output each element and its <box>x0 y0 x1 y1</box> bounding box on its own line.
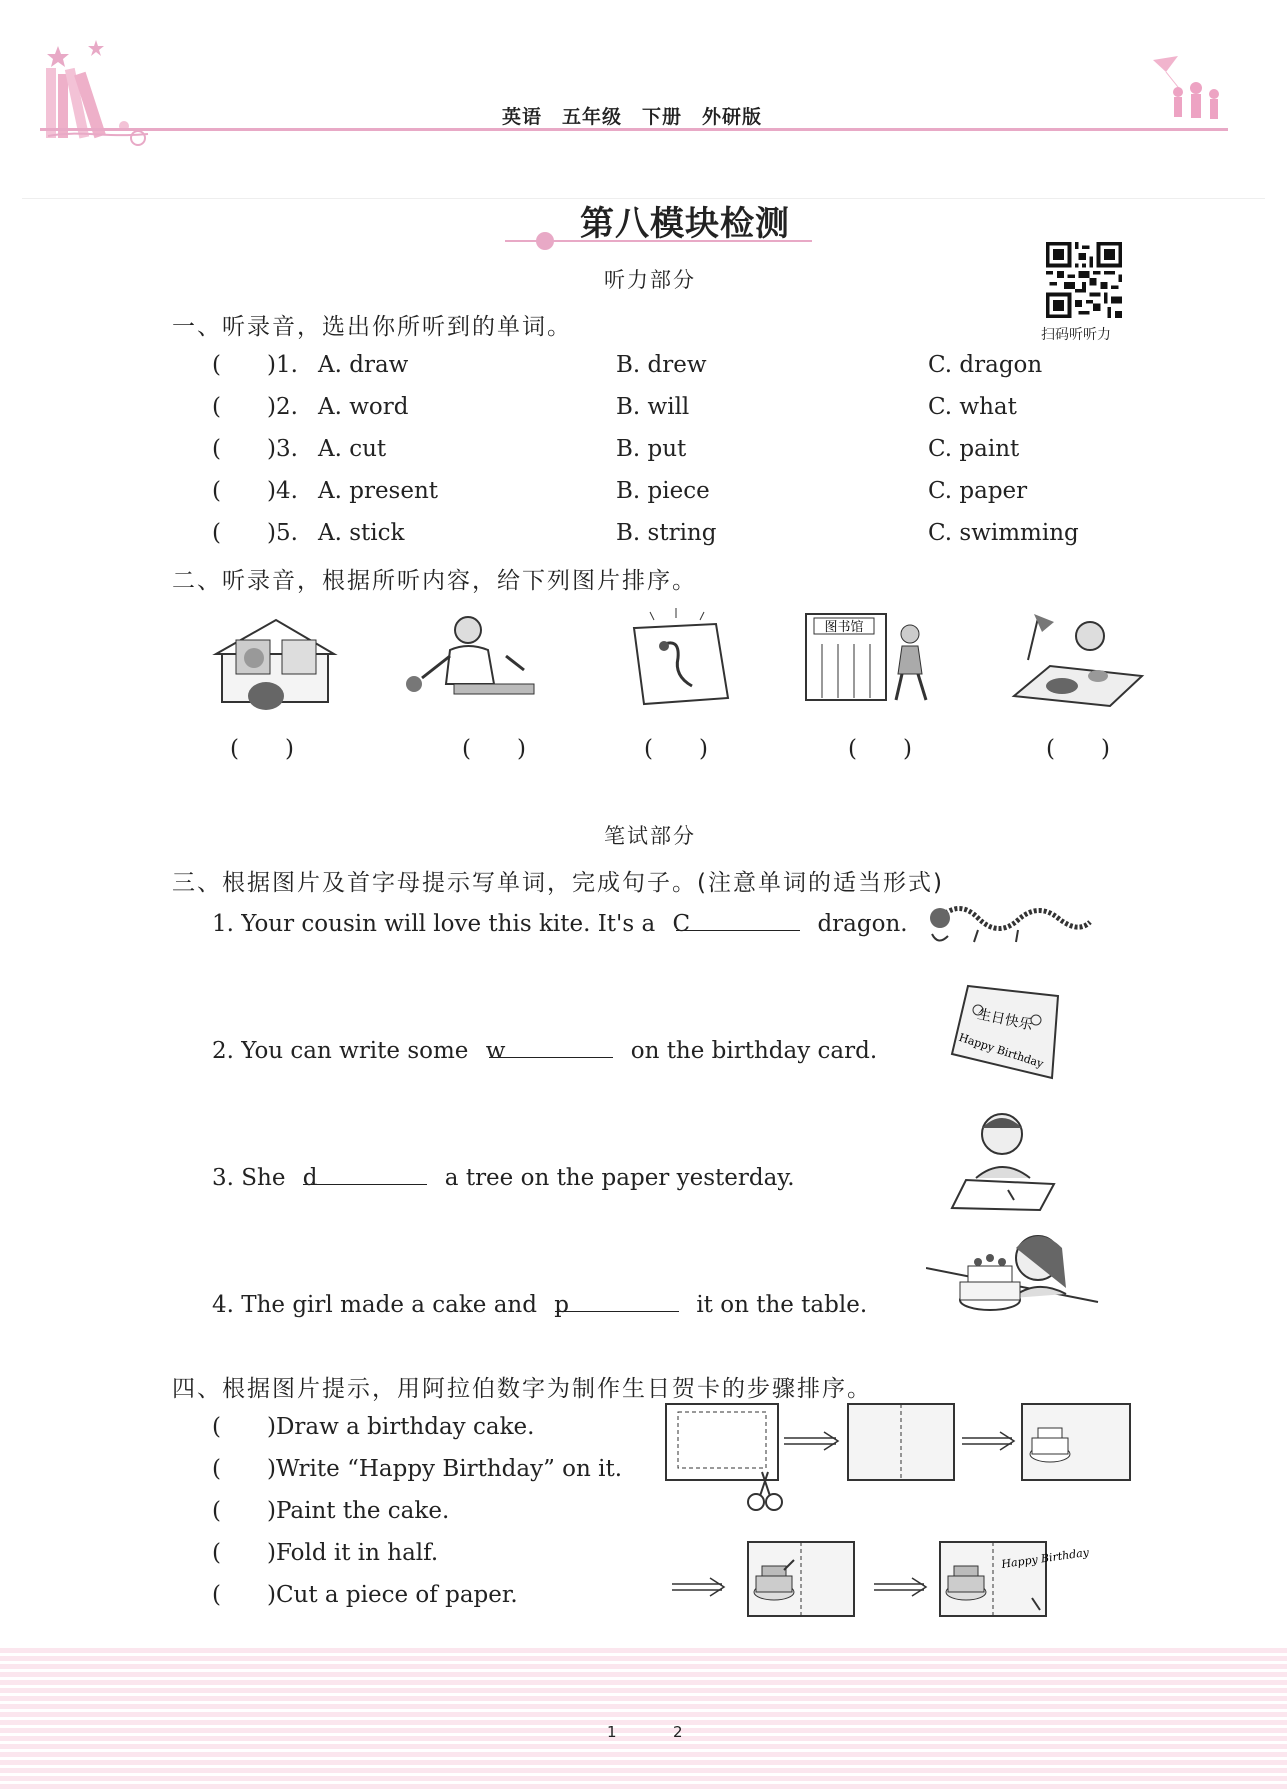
fill-blank[interactable] <box>293 1165 428 1191</box>
answer-bracket[interactable]: ( ) <box>644 736 708 762</box>
sentence-end: a tree on the paper yesterday. <box>444 1165 795 1191</box>
answer-bracket[interactable]: ( ) <box>848 736 912 762</box>
header-decoration-left <box>38 38 168 156</box>
sentence-end: it on the table. <box>696 1292 868 1318</box>
card-english-text: Happy Birthday <box>957 1030 1045 1071</box>
option-c[interactable]: C. dragon <box>928 352 1043 378</box>
first-letter: p <box>554 1292 570 1318</box>
library-picture <box>802 610 950 706</box>
library-sign: 图书馆 <box>824 620 864 635</box>
question-number: ( )2. <box>212 394 298 420</box>
sentence-end: on the birthday card. <box>630 1038 878 1064</box>
header-title: 英语 五年级 下册 外研版 <box>502 106 763 128</box>
page-number-left: 1 <box>607 1723 617 1741</box>
list-item[interactable]: ( )Draw a birthday cake. <box>212 1414 535 1440</box>
option-a[interactable]: A. stick <box>318 520 405 546</box>
sentence-start: 3. She <box>212 1165 286 1191</box>
girl-cake-picture <box>926 1228 1102 1338</box>
list-item <box>212 518 1112 548</box>
option-b[interactable]: B. piece <box>616 478 710 504</box>
list-item <box>212 1158 795 1191</box>
blank-line[interactable] <box>303 1158 427 1185</box>
writing-part-label: 笔试部分 <box>604 824 696 848</box>
qr-code-icon[interactable] <box>1046 242 1122 318</box>
option-a[interactable]: A. present <box>318 478 439 504</box>
option-b[interactable]: B. string <box>616 520 717 546</box>
blank-line[interactable] <box>676 904 800 931</box>
section4-heading: 四、根据图片提示，用阿拉伯数字为制作生日贺卡的步骤排序。 <box>172 1376 872 1402</box>
blank-line[interactable] <box>489 1031 613 1058</box>
sentence-start: 2. You can write some <box>212 1038 469 1064</box>
sentence-start: 1. Your cousin will love this kite. It's a <box>212 911 656 937</box>
list-item <box>212 476 1112 506</box>
first-letter: w <box>485 1038 506 1064</box>
list-item[interactable]: ( )Fold it in half. <box>212 1540 439 1566</box>
blank-line[interactable] <box>555 1285 679 1312</box>
qr-caption: 扫码听听力 <box>1041 327 1111 343</box>
first-letter: C <box>672 911 691 937</box>
scissors-icon <box>748 1494 764 1510</box>
option-c[interactable]: C. paint <box>928 436 1020 462</box>
card-chinese-text: 生日快乐 <box>975 1006 1034 1034</box>
card-making-steps-diagram <box>660 1398 1138 1624</box>
card-greeting-text: Happy Birthday <box>1000 1545 1090 1571</box>
footer-band <box>0 1648 1287 1789</box>
dragon-kite-picture <box>918 890 1096 952</box>
option-c[interactable]: C. what <box>928 394 1017 420</box>
title-dot <box>536 232 554 250</box>
option-c[interactable]: C. swimming <box>928 520 1079 546</box>
option-b[interactable]: B. put <box>616 436 687 462</box>
list-item[interactable]: ( )Cut a piece of paper. <box>212 1582 518 1608</box>
answer-bracket[interactable]: ( ) <box>462 736 526 762</box>
boy-painting-picture <box>1010 610 1146 710</box>
fill-blank[interactable] <box>663 911 801 937</box>
option-b[interactable]: B. drew <box>616 352 707 378</box>
list-item <box>212 392 1112 422</box>
list-item <box>212 434 1112 464</box>
list-item <box>212 1285 868 1318</box>
option-b[interactable]: B. will <box>616 394 690 420</box>
option-a[interactable]: A. draw <box>318 352 409 378</box>
first-letter: d <box>302 1165 318 1191</box>
birthday-card-picture <box>948 980 1074 1084</box>
sentence-start: 4. The girl made a cake and <box>212 1292 537 1318</box>
option-a[interactable]: A. word <box>318 394 409 420</box>
section1-heading: 一、听录音，选出你所听到的单词。 <box>172 314 572 340</box>
section2-heading: 二、听录音，根据所听内容，给下列图片排序。 <box>172 568 697 594</box>
question-number: ( )3. <box>212 436 298 462</box>
list-item <box>212 904 908 937</box>
list-item <box>212 1031 878 1064</box>
section3-heading: 三、根据图片及首字母提示写单词，完成句子。(注意单词的适当形式) <box>172 870 944 896</box>
list-item[interactable]: ( )Paint the cake. <box>212 1498 450 1524</box>
sentence-end: dragon. <box>817 911 908 937</box>
question-number: ( )1. <box>212 352 298 378</box>
page-title: 第八模块检测 <box>580 204 790 244</box>
fill-blank[interactable] <box>476 1038 614 1064</box>
tv-watching-picture <box>206 614 344 710</box>
girl-drawing-picture <box>948 1108 1058 1214</box>
answer-bracket[interactable]: ( ) <box>1046 736 1110 762</box>
page-number-right: 2 <box>673 1723 683 1741</box>
header-decoration-right <box>1148 52 1232 132</box>
question-number: ( )5. <box>212 520 298 546</box>
answer-bracket[interactable]: ( ) <box>230 736 294 762</box>
fill-blank[interactable] <box>544 1292 679 1318</box>
list-item[interactable]: ( )Write “Happy Birthday” on it. <box>212 1456 623 1482</box>
ping-pong-picture <box>398 610 536 706</box>
question-number: ( )4. <box>212 478 298 504</box>
list-item <box>212 350 1112 380</box>
option-c[interactable]: C. paper <box>928 478 1028 504</box>
listening-part-label: 听力部分 <box>604 268 696 292</box>
dragon-drawing-picture <box>620 606 736 710</box>
option-a[interactable]: A. cut <box>318 436 387 462</box>
